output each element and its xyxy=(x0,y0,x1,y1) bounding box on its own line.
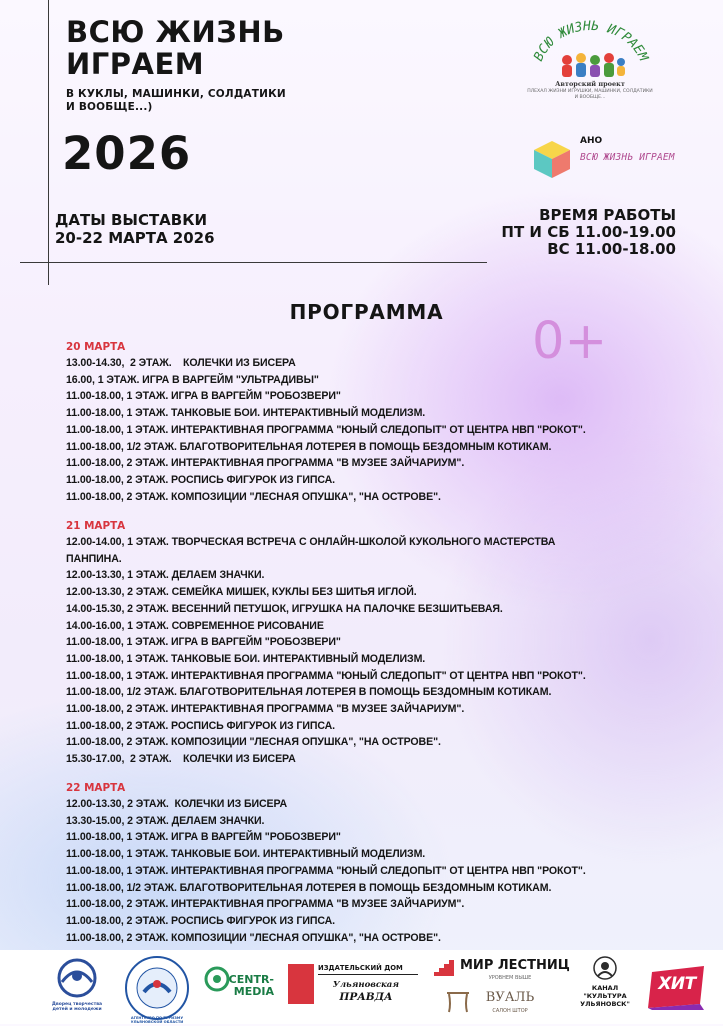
vual-sub: САЛОН ШТОР xyxy=(492,1008,528,1014)
schedule-item: 14.00-15.30, 2 ЭТАЖ. ВЕСЕННИЙ ПЕТУШОК, ИГРУШКА НА ПАЛОЧКЕ БЕЗШИТЬЕВАЯ. xyxy=(66,602,503,615)
schedule-item: 14.00-16.00, 1 ЭТАЖ. СОВРЕМЕННОЕ РИСОВАНИЕ xyxy=(66,619,324,632)
age-rating: 0+ xyxy=(532,312,608,371)
schedule-list xyxy=(66,534,696,768)
schedule-item: 12.00-13.30, 2 ЭТАЖ. СЕМЕЙКА МИШЕК, КУКЛЫ БЕЗ ШИТЬЯ ИГЛОЙ. xyxy=(66,586,417,599)
schedule-list xyxy=(66,796,696,946)
partner-kanal-kultura xyxy=(572,956,638,1024)
schedule-item: 16.00, 1 ЭТАЖ. ИГРА В ВАРГЕЙМ "УЛЬТРАДИВЫ" xyxy=(66,373,319,386)
pravda-line-3: ПРАВДА xyxy=(339,991,393,1003)
poster-subtitle xyxy=(66,88,306,114)
working-hours xyxy=(501,207,676,258)
schedule-item: 11.00-18.00, 1 ЭТАЖ. ТАНКОВЫЕ БОИ. ИНТЕРАКТИВНЫЙ МОДЕЛИЗМ. xyxy=(66,848,426,861)
hours-weekday: ПТ И СБ 11.00-19.00 xyxy=(501,223,676,241)
children-figures-icon xyxy=(562,53,625,77)
day-title: 22 МАРТА xyxy=(66,782,126,794)
schedule-item: 11.00-18.00, 1 ЭТАЖ. ИГРА В ВАРГЕЙМ "РОБОЗВЕРИ" xyxy=(66,636,341,649)
subtitle-line-2: И ВООБЩЕ...) xyxy=(66,101,153,113)
title-line-1: ВСЮ ЖИЗНЬ xyxy=(66,15,285,49)
tourism-agency-label: АГЕНТСТВО ПО ТУРИЗМУ УЛЬЯНОВСКОЙ ОБЛАСТИ xyxy=(130,1016,184,1024)
title-line-2: ИГРАЕМ xyxy=(66,47,205,81)
ano-name: ВСЮ ЖИЗНЬ ИГРАЕМ xyxy=(580,152,675,163)
day-block-1 xyxy=(66,339,696,505)
partner-hit xyxy=(646,964,708,1010)
tourism-agency-emblem-icon xyxy=(122,954,192,1022)
hours-label: ВРЕМЯ РАБОТЫ xyxy=(539,206,676,224)
centr-media-line-1: CENTR- xyxy=(228,973,274,986)
schedule-item: 11.00-18.00, 2 ЭТАЖ. КОМПОЗИЦИИ "ЛЕСНАЯ ОПУШКА", "НА ОСТРОВЕ". xyxy=(66,931,441,944)
dvorets-emblem-icon xyxy=(44,956,110,1004)
centr-media-line-2: MEDIA xyxy=(233,985,274,998)
schedule-item: 11.00-18.00, 1 ЭТАЖ. ТАНКОВЫЕ БОИ. ИНТЕРАКТИВНЫЙ МОДЕЛИЗМ. xyxy=(66,407,426,420)
schedule-item: 12.00-13.30, 1 ЭТАЖ. ДЕЛАЕМ ЗНАЧКИ. xyxy=(66,569,265,582)
schedule-item: 11.00-18.00, 1/2 ЭТАЖ. БЛАГОТВОРИТЕЛЬНАЯ ЛОТЕРЕЯ В ПОМОЩЬ БЕЗДОМНЫМ КОТИКАМ. xyxy=(66,440,552,453)
pravda-line-1: ИЗДАТЕЛЬСКИЙ ДОМ xyxy=(318,964,403,972)
exhibition-dates xyxy=(55,211,215,247)
ano-label: АНО xyxy=(580,136,603,146)
kanal-line-1: КАНАЛ xyxy=(591,984,619,992)
kanal-line-3: УЛЬЯНОВСК" xyxy=(580,1000,630,1008)
schedule-item: 11.00-18.00, 1/2 ЭТАЖ. БЛАГОТВОРИТЕЛЬНАЯ ЛОТЕРЕЯ В ПОМОЩЬ БЕЗДОМНЫМ КОТИКАМ. xyxy=(66,881,552,894)
hit-label: ХИТ xyxy=(658,974,696,994)
dvorets-label: Дворец творчества детей и молодежи xyxy=(51,1002,103,1012)
logo-caption: Авторский проект xyxy=(555,80,625,88)
schedule-item: 11.00-18.00, 2 ЭТАЖ. РОСПИСЬ ФИГУРОК ИЗ ГИПСА. xyxy=(66,914,336,927)
schedule-item: 11.00-18.00, 1 ЭТАЖ. ИНТЕРАКТИВНАЯ ПРОГРАММА "ЮНЫЙ СЛЕДОПЫТ" ОТ ЦЕНТРА НВП "РОКОТ". xyxy=(66,423,586,436)
schedule-item: 12.00-14.00, 1 ЭТАЖ. ТВОРЧЕСКАЯ ВСТРЕЧА С ОНЛАЙН-ШКОЛОЙ КУКОЛЬНОГО МАСТЕРСТВА xyxy=(66,536,556,548)
schedule-list xyxy=(66,355,696,505)
hours-sunday: ВС 11.00-18.00 xyxy=(547,240,676,258)
day-title: 20 МАРТА xyxy=(66,341,126,353)
logo-caption-small: ПЛЕХАЛ ЖИЗНИ ИГРУШКИ, МАШИНКИ, СОЛДАТИКИ И ВООБЩЕ... xyxy=(527,89,653,100)
pravda-divider xyxy=(318,974,418,975)
kanal-kultura-emblem-icon xyxy=(593,956,617,980)
schedule-item: 11.00-18.00, 1 ЭТАЖ. ИГРА В ВАРГЕЙМ "РОБОЗВЕРИ" xyxy=(66,390,341,403)
cube-icon xyxy=(531,138,573,180)
dates-value: 20-22 МАРТА 2026 xyxy=(55,229,215,247)
year: 2026 xyxy=(62,127,192,180)
schedule-item: ПАНПИНА. xyxy=(66,552,122,565)
day-title: 21 МАРТА xyxy=(66,520,126,532)
program-title: ПРОГРАММА xyxy=(289,300,444,324)
kanal-kultura-label xyxy=(572,984,638,1008)
schedule-item: 11.00-18.00, 1 ЭТАЖ. ИНТЕРАКТИВНАЯ ПРОГРАММА "ЮНЫЙ СЛЕДОПЫТ" ОТ ЦЕНТРА НВП "РОКОТ". xyxy=(66,669,586,682)
mir-lestnits-sub: УРОВНЕМ ВЫШЕ xyxy=(488,975,532,981)
schedule-item: 11.00-18.00, 2 ЭТАЖ. ИНТЕРАКТИВНАЯ ПРОГРАММА "В МУЗЕЕ ЗАЙЧАРИУМ". xyxy=(66,703,465,716)
schedule-item: 13.30-15.00, 2 ЭТАЖ. ДЕЛАЕМ ЗНАЧКИ. xyxy=(66,814,265,827)
day-block-3 xyxy=(66,780,696,946)
logo-arc-text: ВСЮ ЖИЗНЬ ИГРАЕМ xyxy=(531,18,651,64)
stairs-icon xyxy=(434,960,454,976)
schedule-item: 11.00-18.00, 2 ЭТАЖ. РОСПИСЬ ФИГУРОК ИЗ ГИПСА. xyxy=(66,719,336,732)
dates-label: ДАТЫ ВЫСТАВКИ xyxy=(55,211,208,229)
partner-tourism-agency xyxy=(122,954,192,1022)
frame-horizontal-line xyxy=(20,262,487,263)
partner-vual xyxy=(446,988,550,1022)
partners-footer xyxy=(0,950,723,1024)
schedule-item: 11.00-18.00, 1 ЭТАЖ. ИГРА В ВАРГЕЙМ "РОБОЗВЕРИ" xyxy=(66,831,341,844)
day-block-2 xyxy=(66,518,696,768)
frame-vertical-line xyxy=(48,0,49,285)
pravda-emblem-icon xyxy=(288,964,314,1004)
schedule-item: 11.00-18.00, 2 ЭТАЖ. ИНТЕРАКТИВНАЯ ПРОГРАММА "В МУЗЕЕ ЗАЙЧАРИУМ". xyxy=(66,898,465,911)
mir-lestnits-label: МИР ЛЕСТНИЦ xyxy=(460,958,570,973)
kanal-line-2: "КУЛЬТУРА xyxy=(583,992,627,1000)
poster-title xyxy=(66,16,285,80)
curtain-icon xyxy=(446,990,470,1014)
vual-label: ВУАЛЬ xyxy=(485,990,535,1005)
partner-centr-media xyxy=(204,966,274,1012)
schedule-item: 11.00-18.00, 2 ЭТАЖ. ИНТЕРАКТИВНАЯ ПРОГРАММА "В МУЗЕЕ ЗАЙЧАРИУМ". xyxy=(66,457,465,470)
schedule-item: 11.00-18.00, 2 ЭТАЖ. КОМПОЗИЦИИ "ЛЕСНАЯ ОПУШКА", "НА ОСТРОВЕ". xyxy=(66,736,441,749)
schedule-item: 11.00-18.00, 2 ЭТАЖ. КОМПОЗИЦИИ "ЛЕСНАЯ ОПУШКА", "НА ОСТРОВЕ". xyxy=(66,490,441,503)
centr-media-label xyxy=(210,974,274,998)
partner-ulyanovskaya-pravda xyxy=(288,964,418,1016)
schedule-item: 15.30-17.00, 2 ЭТАЖ. КОЛЕЧКИ ИЗ БИСЕРА xyxy=(66,753,296,766)
partner-dvorets xyxy=(44,956,110,1022)
schedule-item: 11.00-18.00, 1/2 ЭТАЖ. БЛАГОТВОРИТЕЛЬНАЯ ЛОТЕРЕЯ В ПОМОЩЬ БЕЗДОМНЫМ КОТИКАМ. xyxy=(66,686,552,699)
schedule-item: 13.00-14.30, 2 ЭТАЖ. КОЛЕЧКИ ИЗ БИСЕРА xyxy=(66,357,296,369)
schedule-item: 11.00-18.00, 1 ЭТАЖ. ТАНКОВЫЕ БОИ. ИНТЕРАКТИВНЫЙ МОДЕЛИЗМ. xyxy=(66,652,426,665)
pravda-line-2: Ульяновская xyxy=(332,980,400,990)
schedule-item: 11.00-18.00, 1 ЭТАЖ. ИНТЕРАКТИВНАЯ ПРОГРАММА "ЮНЫЙ СЛЕДОПЫТ" ОТ ЦЕНТРА НВП "РОКОТ". xyxy=(66,864,586,877)
subtitle-line-1: В КУКЛЫ, МАШИНКИ, СОЛДАТИКИ xyxy=(66,88,286,100)
schedule-item: 11.00-18.00, 2 ЭТАЖ. РОСПИСЬ ФИГУРОК ИЗ ГИПСА. xyxy=(66,473,336,486)
partner-mir-lestnits xyxy=(434,958,574,986)
schedule-item: 12.00-13.30, 2 ЭТАЖ. КОЛЕЧКИ ИЗ БИСЕРА xyxy=(66,798,288,810)
